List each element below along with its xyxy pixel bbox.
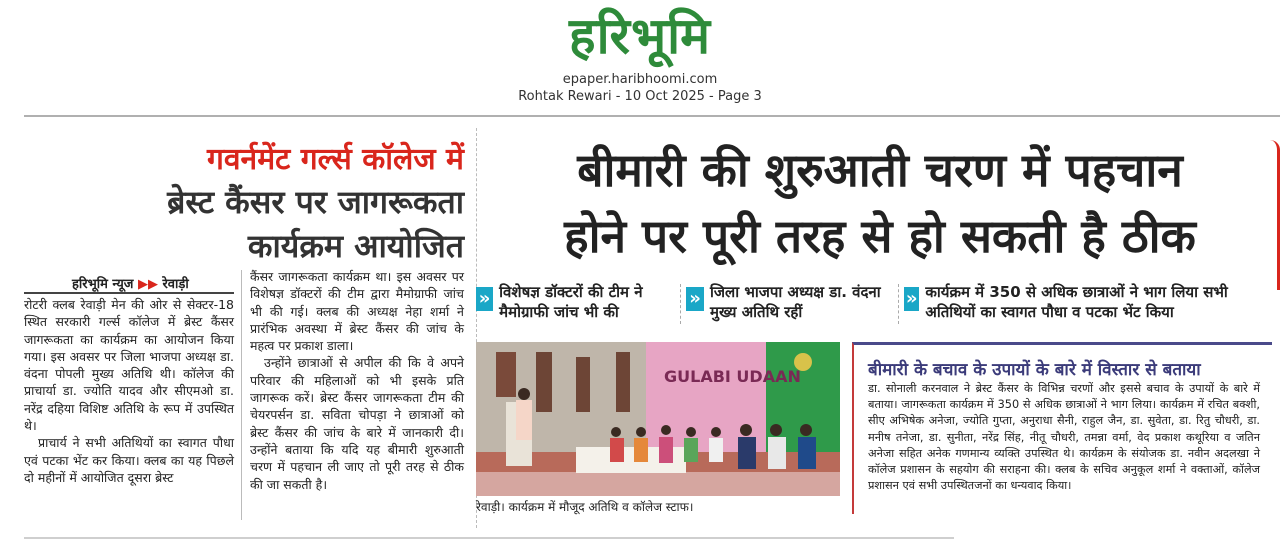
side-article-title: बीमारी के बचाव के उपायों के बारे में विस्तार से बताया — [868, 360, 1201, 380]
bottom-divider — [24, 537, 954, 539]
byline-place: रेवाड़ी — [162, 277, 189, 292]
event-photo-illustration — [476, 342, 840, 496]
main-headline-line1: बीमारी की शुरुआती चरण में पहचान — [577, 143, 1183, 197]
highlight-1 — [476, 282, 676, 322]
haribhoomi-logo[interactable] — [520, 4, 760, 68]
paragraph: प्राचार्य ने सभी अतिथियों का स्वागत पौधा एवं पटका भेंट कर किया। क्लब का यह पिछले दो महीनों में आयोजित दूसरा ब्रेस्ट — [24, 435, 234, 485]
highlight-2 — [686, 282, 896, 322]
photo-caption: रेवाड़ी। कार्यक्रम में मौजूद अतिथि व कॉलेज स्टाफ। — [476, 500, 694, 514]
double-chevron-icon: » — [476, 287, 493, 311]
double-chevron-icon: » — [686, 287, 704, 311]
photo-banner-text: GULABI UDAAN — [664, 367, 801, 386]
highlight-divider — [898, 284, 899, 324]
side-article-body: डा. सोनाली करनवाल ने ब्रेस्ट कैंसर के विभिन्न चरणों और इससे बचाव के उपायों के बारे में बताया। जागरूकता कार्यक्रम में 350 से अधिक छात्राओं ने भाग लिया। कार्यक्रम में रचित बक्शी, सीए अभिषेक अनेजा, ज्योति गुप्ता, अनुराधा सैनी, राहुल जैन, डा. सुवेता, डा. रितु चौधरी, डा. मनीष तनेजा, डा. सुनीता, नरेंद्र सिंह, नीतू चौधरी, तमन्ना वर्मा, वेद प्रकाश कथूरिया व जतिन अनेजा सहित अनेक गणमान्य व्यक्ति उपस्थित थे। कार्यक्रम के संयोजक डा. नवीन अदलखा ने कॉलेज प्रशासन के सहयोग की सराहना की। क्लब के सचिव अनुकूल शर्मा ने वक्ताओं, कॉलेज प्रशासन एवं सभी उपस्थितजनों का धन्यवाद किया। — [868, 382, 1260, 493]
masthead-divider — [24, 115, 1280, 117]
byline-arrows-icon: ▶▶ — [137, 277, 158, 292]
adjacent-article-edge — [1270, 140, 1280, 290]
paragraph: उन्होंने छात्राओं से अपील की कि वे अपने परिवार की महिलाओं को भी इसके प्रति जागरूक करें। ब्रेस्ट कैंसर जागरूकता टीम की चेयरपर्सन डा. सविता चोपड़ा ने छात्राओं को ब्रेस्ट कैंसर की जांच के बारे में जानकारी दी। उन्होंने बताया कि यदि यह बीमारी शुरुआती चरण में पहचान ली जाए तो पूरी तरह से ठीक की जा सकती है। — [250, 355, 464, 492]
left-article — [24, 120, 464, 530]
highlight-3 — [904, 282, 1254, 322]
masthead — [0, 0, 1280, 112]
left-headline-line3: कार्यक्रम आयोजित — [247, 227, 464, 265]
epaper-url[interactable]: epaper.haribhoomi.com — [562, 72, 718, 87]
highlight-divider — [680, 284, 681, 324]
highlight-text: विशेषज्ञ डॉक्टरों की टीम ने मैमोग्राफी जांच भी की — [499, 283, 643, 321]
paragraph: कैंसर जागरूकता कार्यक्रम था। इस अवसर पर विशेषज्ञ डॉक्टरों की टीम द्वारा मैमोग्राफी जांच भी की गई। क्लब की अध्यक्ष नेहा शर्मा ने प्रारंभिक अवस्था में ब्रेस्ट कैंसर की जांच के महत्व पर प्रकाश डाला। — [250, 269, 464, 354]
side-article — [852, 342, 1272, 514]
event-photo[interactable] — [476, 342, 840, 496]
left-headline-red: गवर्नमेंट गर्ल्स कॉलेज में — [206, 142, 464, 177]
byline-source: हरिभूमि न्यूज — [72, 277, 134, 292]
paragraph: रोटरी क्लब रेवाड़ी मेन की ओर से सेक्टर-18 स्थित सरकारी गर्ल्स कॉलेज में ब्रेस्ट कैंसर जागरूकता का कार्यक्रम का आयोजन किया गया। इस अवसर पर जिला भाजपा अध्यक्ष डा. वंदना पोपली मुख्य अतिथि थी। कॉलेज की प्राचार्या डा. ज्योति यादव और सीएमओ डा. नरेंद्र दहिया विशिष्ट अतिथि के रूप में उपस्थित थे। — [24, 297, 234, 434]
edition-line: Rohtak Rewari - 10 Oct 2025 - Page 3 — [518, 89, 762, 104]
left-headline-line2: ब्रेस्ट कैंसर पर जागरूकता — [167, 183, 464, 221]
left-article-column-1 — [24, 296, 234, 486]
main-headline-line2: होने पर पूरी तरह से हो सकती है ठीक — [564, 209, 1196, 263]
logo-text: हरिभूमि — [569, 7, 711, 65]
highlights-row — [0, 282, 1280, 324]
double-chevron-icon: » — [905, 288, 918, 309]
highlight-text: कार्यक्रम में 350 से अधिक छात्राओं ने भाग लिया सभी अतिथियों का स्वागत पौधा व पटका भेंट किया — [925, 283, 1228, 321]
highlight-text: जिला भाजपा अध्यक्ष डा. वंदना मुख्य अतिथि रहीं — [710, 283, 881, 321]
